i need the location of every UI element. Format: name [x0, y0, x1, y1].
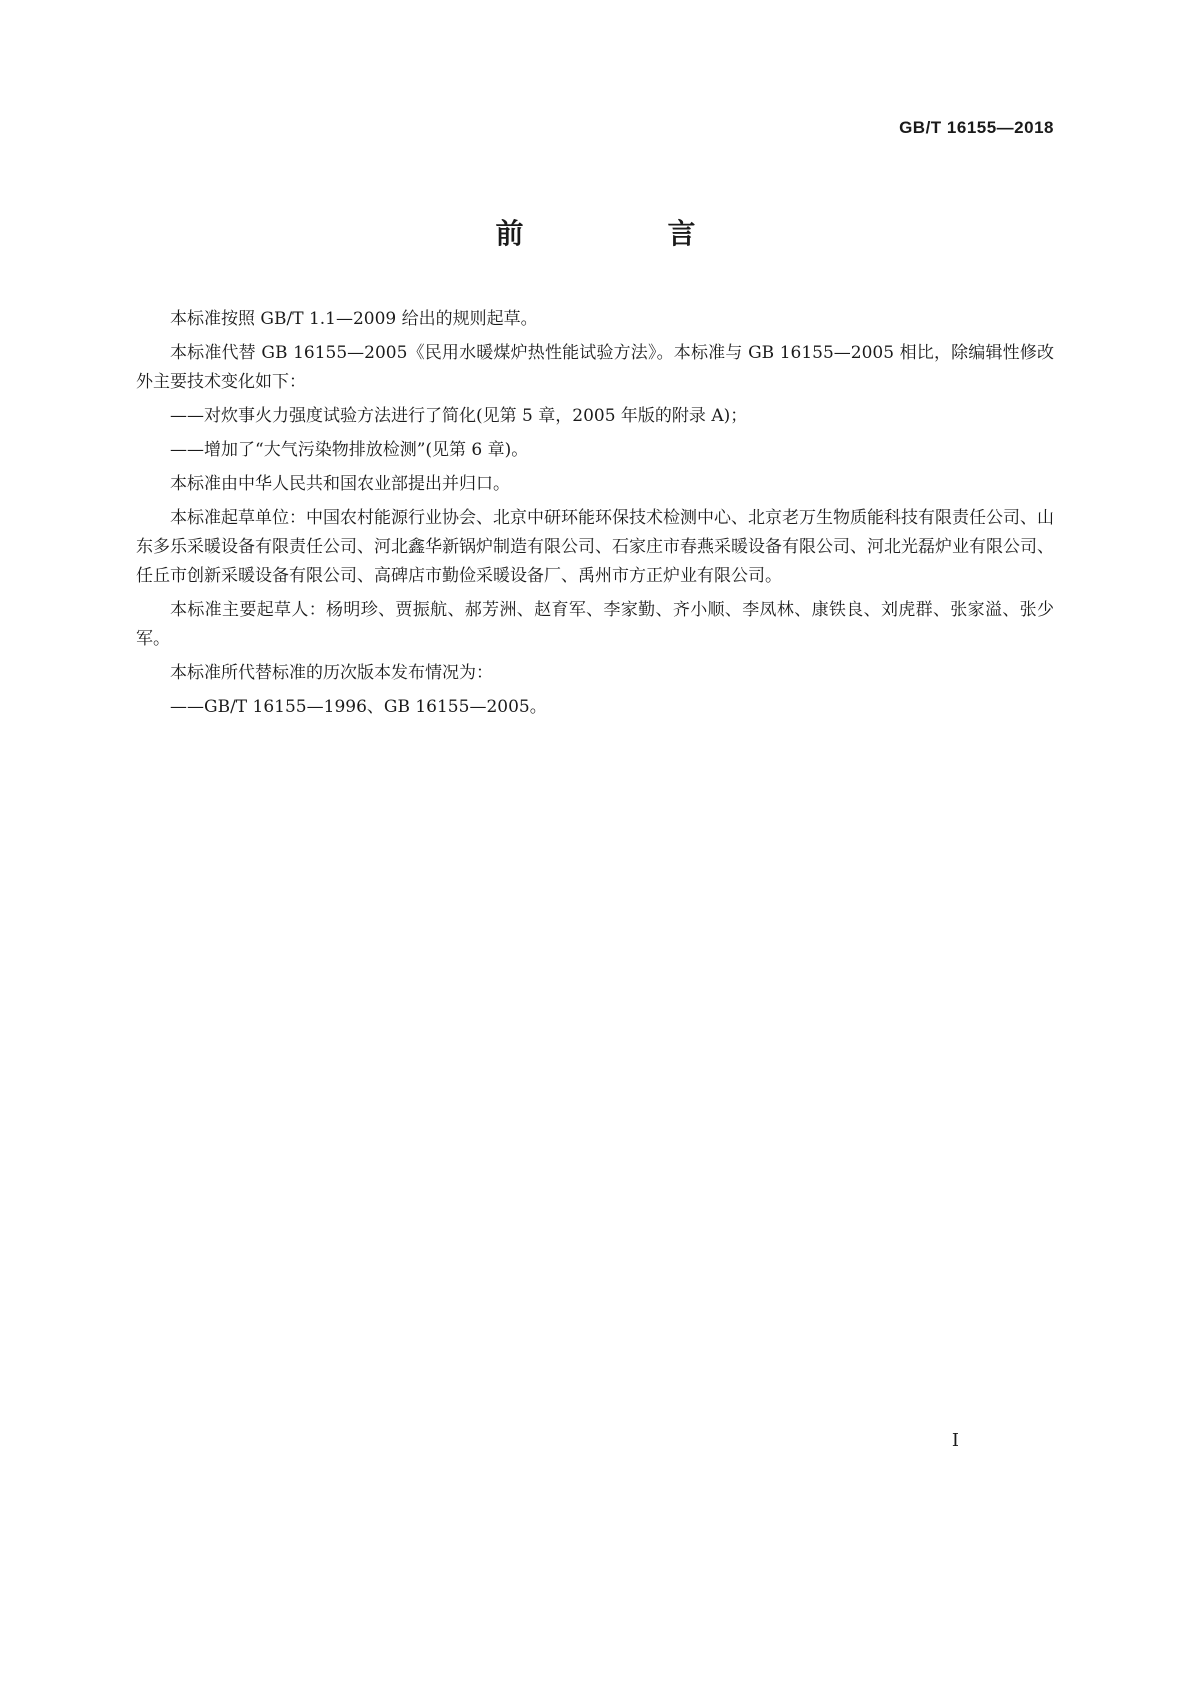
page-title: 前 言 [495, 217, 754, 250]
paragraph-version-history: 本标准所代替标准的历次版本发布情况为： [170, 663, 493, 683]
paragraph-proposer: 本标准由中华人民共和国农业部提出并归口。 [170, 474, 510, 494]
standard-code: GB/T 16155—2018 [899, 118, 1054, 137]
change-item: ——增加了“大气污染物排放检测”(见第 6 章)。 [170, 440, 529, 460]
paragraph-drafting-units: 本标准起草单位：中国农村能源行业协会、北京中研环能环保技术检测中心、北京老万生物质能科技有限责任公司、山东多乐采暖设备有限责任公司、河北鑫华新锅炉制造有限公司、石家庄市春燕采暖设备有限公司、河北光磊炉业有限公司、任丘市创新采暖设备有限公司、高碑店市勤俭采暖设备厂、禹州市方正炉业有限公司。 [136, 508, 1054, 586]
change-item: ——对炊事火力强度试验方法进行了简化(见第 5 章，2005 年版的附录 A)； [170, 406, 748, 426]
paragraph-drafters: 本标准主要起草人：杨明珍、贾振航、郝芳洲、赵育军、李家勤、齐小顺、李凤林、康铁良、刘虎群、张家溢、张少军。 [136, 600, 1054, 649]
paragraph-drafting-rules: 本标准按照 GB/T 1.1—2009 给出的规则起草。 [170, 309, 538, 329]
foreword-body [136, 305, 1054, 727]
paragraph-replacement: 本标准代替 GB 16155—2005《民用水暖煤炉热性能试验方法》。本标准与 GB 16155—2005 相比，除编辑性修改外主要技术变化如下： [136, 343, 1054, 392]
version-item: ——GB/T 16155—1996、GB 16155—2005。 [170, 697, 547, 717]
page-number: I [951, 1430, 959, 1451]
